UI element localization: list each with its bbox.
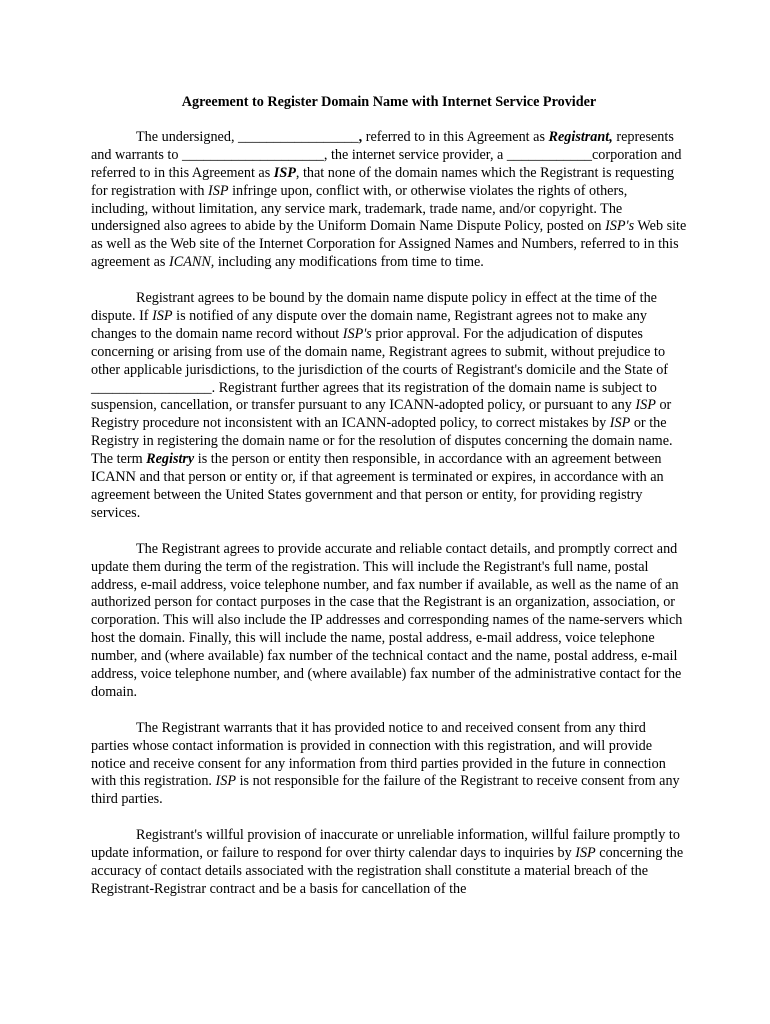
text-segment: or the Registry in registering the domain name or for the resolution of disputes concerning the domain name. The term (91, 415, 673, 468)
paragraph-2 (91, 290, 687, 523)
text-segment: Registrant agrees to be bound by the domain name dispute policy in effect at the time of the dispute. If (91, 290, 657, 324)
document-body (91, 129, 687, 899)
text-segment: , (358, 128, 366, 145)
text-segment: The Registrant warrants that it has provided notice to and received consent from any third parties whose contact information is provided in connection with this registration, and will provide notice and receive consent for any information from third parties provided in the future in connection with this registration. (91, 719, 666, 790)
text-segment: represents and warrants to ____________________, the internet service provider, a ____________corporation and referred to in this Agreement as (91, 128, 682, 181)
text-segment: The Registrant agrees to provide accurate and reliable contact details, and promptly correct and update them during the term of the registration. This will include the Registrant's full name, postal address, e-mail address, voice telephone number, and fax number if available, as well as the name of an authorized person for contact purposes in the case that the Registrant is an organization, association, or corporation. This will also include the IP addresses and corresponding names of the name-servers which host the domain. Finally, this will include the name, postal address, e-mail address, voice telephone number, and (where available) fax number of the technical contact and the name, postal address, e-mail address, voice telephone number, and (where available) fax number of the administrative contact for the domain. (91, 540, 683, 700)
text-segment: including any modifications from time to time. (214, 254, 484, 271)
text-segment: ICANN, (169, 254, 215, 271)
text-segment: ISP (575, 845, 596, 862)
text-segment: Registry (146, 451, 195, 468)
text-segment: infringe upon, conflict with, or otherwise violates the rights of others, including, without limitation, any service mark, trademark, trade name, and/or copyright. The undersigned also agrees to abide by the Uniform Domain Name Dispute Policy, posted on (91, 182, 628, 235)
text-segment: ISP's (342, 325, 372, 342)
text-segment: concerning the accuracy of contact details associated with the registration shall constitute a material breach of the Registrant-Registrar contract and be a basis for cancellation of the (91, 845, 684, 897)
paragraph-1 (91, 129, 687, 272)
text-segment: The undersigned, _________________ (136, 128, 359, 145)
text-segment: Registrant's willful provision of inaccurate or unreliable information, willful failure promptly to update information, or failure to respond for over thirty calendar days to inquiries by (91, 827, 680, 862)
document-title: Agreement to Register Domain Name with Internet Service Provider (181, 94, 597, 110)
text-segment: ISP (635, 397, 656, 414)
text-segment: is notified of any dispute over the domain name, Registrant agrees not to make any changes to the domain name record without (91, 307, 647, 342)
text-segment: ISP (152, 307, 173, 324)
text-segment: , that none of the domain names which the Registrant is requesting for registration with (91, 164, 675, 199)
paragraph-5 (91, 827, 687, 899)
text-segment: referred to in this Agreement as (365, 128, 549, 145)
text-segment: is the person or entity then responsible, in accordance with an agreement between ICANN and that person or entity or, if that agreement is terminated or expires, in accordance with an agreement between the United States government and that person or entity, for providing registry services. (91, 451, 664, 521)
paragraph-4 (91, 720, 687, 810)
text-segment: Registrant, (548, 128, 613, 145)
text-segment: or Registry procedure not inconsistent with an ICANN-adopted policy, to correct mistakes by (91, 397, 672, 432)
text-segment: Web site as well as the Web site of the Internet Corporation for Assigned Names and Numbers, referred to in this agreement as (91, 218, 687, 271)
paragraph-3 (91, 541, 687, 702)
document-page (91, 94, 687, 917)
text-segment: prior approval. For the adjudication of disputes concerning or arising from use of the domain name, Registrant agrees to submit, without prejudice to other applicable jurisdictions, to the jurisdiction of the courts of Registrant's domicile and the State of _________________. Registrant further agrees that its registration of the domain name is subject to suspension, cancellation, or transfer pursuant to any ICANN-adopted policy, or pursuant to any (91, 325, 669, 414)
text-segment: is not responsible for the failure of the Registrant to receive consent from any third parties. (91, 773, 680, 808)
text-segment: ISP (273, 164, 296, 181)
text-segment: ISP's (605, 218, 635, 235)
text-segment: ISP (609, 415, 631, 432)
text-segment: ISP (215, 773, 237, 790)
text-segment: ISP (208, 182, 229, 199)
